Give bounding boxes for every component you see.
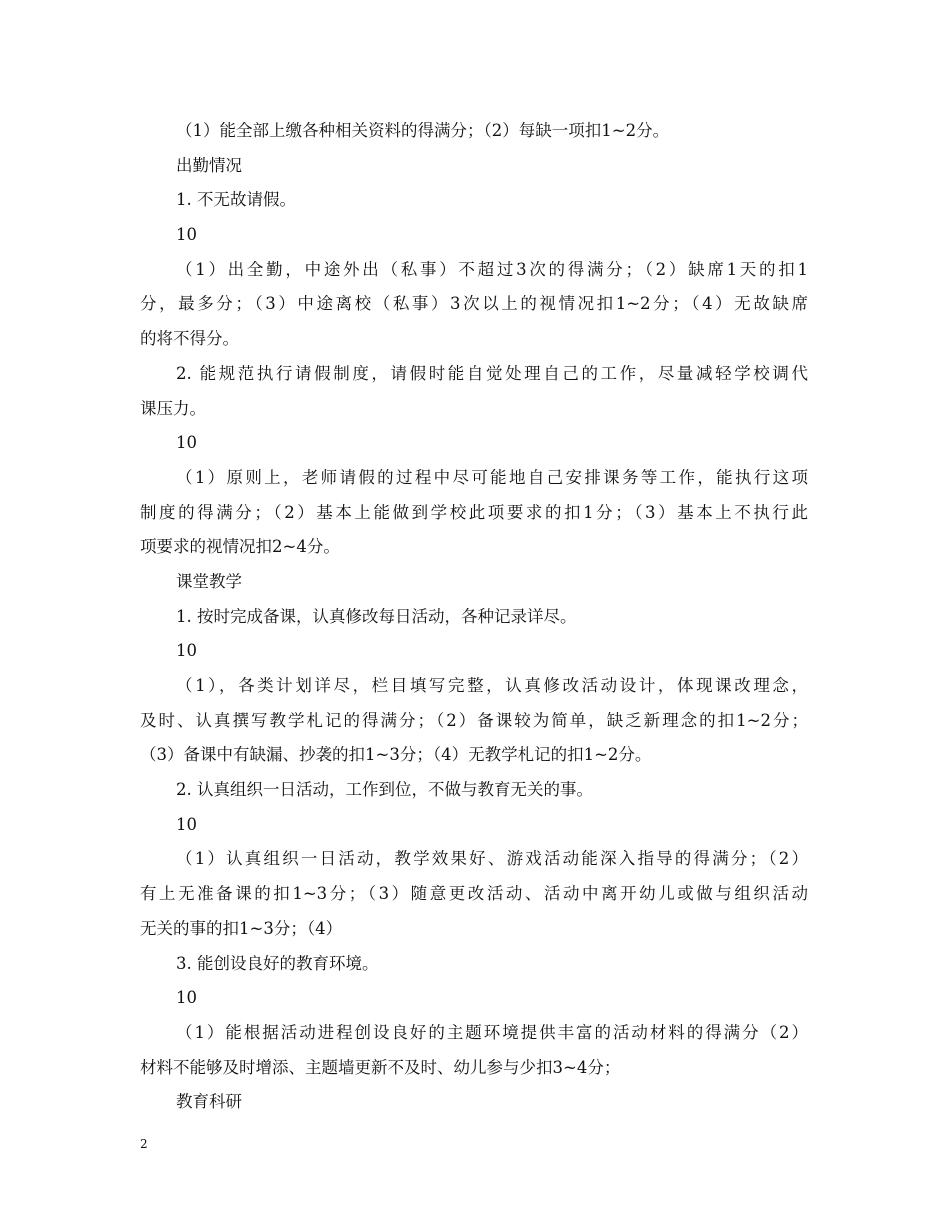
paragraph [140,357,808,426]
page-number: 2 [140,1137,148,1151]
paragraph [140,773,808,808]
text-line: （1），各类计划详尽，栏目填写完整，认真修改活动设计，体现课改理念， [176,676,808,695]
text-line: 材料不能够及时增添、主题墙更新不及时、幼儿参与少扣3~4分； [140,1057,621,1077]
text-line: 10 [176,814,197,834]
text-line: 分，最多分；（3）中途离校（私事）3次以上的视情况扣1~2分；（4）无故缺席 [140,294,808,314]
text-line: 的将不得分。 [140,329,239,349]
paragraph [140,149,808,184]
paragraph [140,565,808,600]
paragraph [140,114,808,149]
paragraph [140,1016,808,1085]
paragraph [140,808,808,843]
text-line: 2. 能规范执行请假制度，请假时能自觉处理自己的工作，尽量减轻学校调代 [176,363,808,383]
text-line: 课堂教学 [176,571,242,591]
paragraph [140,842,808,946]
text-line: 出勤情况 [176,155,242,175]
paragraph [140,253,808,357]
paragraph [140,461,808,565]
text-line: 及时、认真撰写教学札记的得满分；（2）备课较为简单，缺乏新理念的扣1~2分； [140,710,808,730]
text-line: 10 [176,641,197,661]
text-line: 有上无准备课的扣1~3分；（3）随意更改活动、活动中离开幼儿或做与组织活动 [140,884,808,904]
paragraph [140,600,808,635]
text-line: 制度的得满分；（2）基本上能做到学校此项要求的扣1分；（3）基本上不执行此 [140,502,808,522]
paragraph [140,426,808,461]
text-line: （1）能全部上缴各种相关资料的得满分；（2）每缺一项扣1~2分。 [176,121,670,140]
text-line: （1）能根据活动进程创设良好的主题环境提供丰富的活动材料的得满分（2） [176,1022,808,1042]
text-line: 课压力。 [140,398,206,418]
text-line: 项要求的视情况扣2~4分。 [140,537,340,557]
paragraph [140,981,808,1016]
text-line: （1）出全勤，中途外出（私事）不超过3次的得满分；（2）缺席1天的扣1 [176,259,808,279]
text-line: 1. 不无故请假。 [176,190,296,210]
paragraph [140,634,808,669]
paragraph [140,183,808,218]
text-line: 1. 按时完成备课，认真修改每日活动，各种记录详尽。 [176,606,577,626]
text-line: 教育科研 [176,1092,242,1112]
text-line: 2. 认真组织一日活动，工作到位，不做与教育无关的事。 [176,780,593,800]
paragraph [140,947,808,982]
paragraph [140,1085,808,1120]
text-line: 10 [176,433,197,453]
document-body [140,114,808,1120]
paragraph [140,218,808,253]
text-line: 3. 能创设良好的教育环境。 [176,953,379,973]
text-line: 无关的事的扣1~3分；（4） [140,918,343,938]
paragraph [140,669,808,773]
text-line: （3）备课中有缺漏、抄袭的扣1~3分；（4）无教学札记的扣1~2分。 [140,745,652,765]
text-line: （1）原则上，老师请假的过程中尽可能地自己安排课务等工作，能执行这项 [176,467,808,487]
text-line: （1）认真组织一日活动，教学效果好、游戏活动能深入指导的得满分；（2） [176,849,808,869]
text-line: 10 [176,988,197,1008]
text-line: 10 [176,225,197,245]
